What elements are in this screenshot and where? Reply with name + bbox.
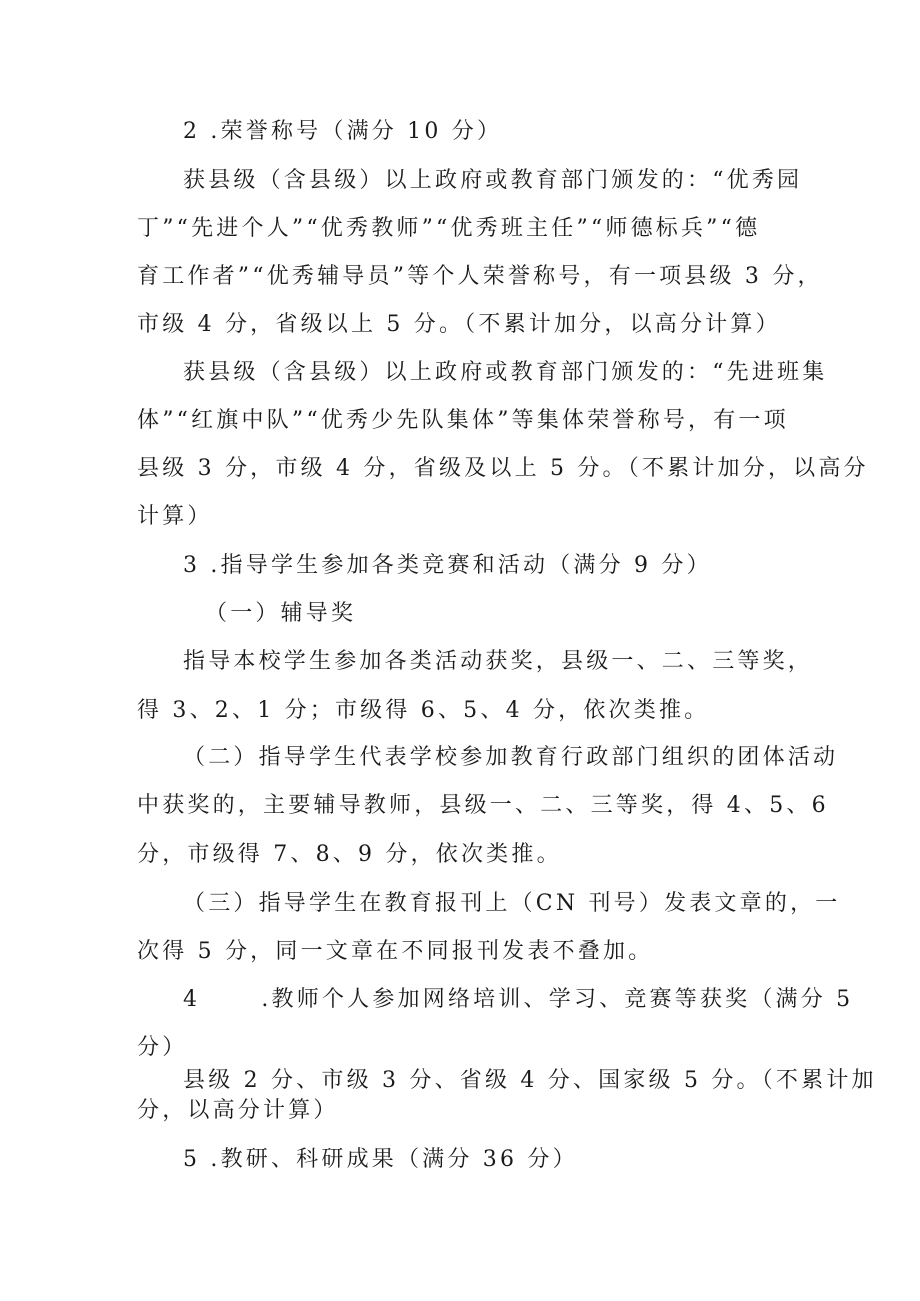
paragraph-line: 分，以高分计算） [137,1098,339,1123]
paragraph-line: 计算） [137,504,213,529]
paragraph-line: 育工作者”“优秀辅导员”等个人荣誉称号，有一项县级 3 分， [137,264,823,289]
paragraph-line: （二）指导学生代表学校参加教育行政部门组织的团体活动 [183,745,839,770]
paragraph-line: 获县级（含县级）以上政府或教育部门颁发的：“优秀园 [183,168,803,193]
paragraph-line: 指导本校学生参加各类活动获奖，县级一、二、三等奖， [183,649,814,674]
section-heading-guidance: 3 .指导学生参加各类竞赛和活动（满分 9 分） [183,553,712,578]
paragraph-line: 得 3、2、1 分；市级得 6、5、4 分，依次类推。 [137,698,710,723]
paragraph-line: 分） [137,1035,188,1060]
paragraph-line: （三）指导学生在教育报刊上（CN 刊号）发表文章的，一 [183,891,841,916]
subsection-heading: （一）辅导奖 [205,601,357,626]
paragraph-line: 县级 3 分，市级 4 分，省级及以上 5 分。（不累计加分，以高分 [137,456,869,481]
paragraph-line: 获县级（含县级）以上政府或教育部门颁发的：“先进班集 [183,360,828,385]
section-heading-honors: 2 .荣誉称号（满分 10 分） [183,119,503,144]
paragraph-line: 县级 2 分、市级 3 分、省级 4 分、国家级 5 分。（不累计加 [183,1068,877,1093]
section-heading-training: 4 .教师个人参加网络培训、学习、竞赛等获奖（满分 5 [183,987,854,1012]
paragraph-line: 分，市级得 7、8、9 分，依次类推。 [137,842,562,867]
paragraph-line: 次得 5 分，同一文章在不同报刊发表不叠加。 [137,939,654,964]
paragraph-line: 丁”“先进个人”“优秀教师”“优秀班主任”“师德标兵”“德 [137,216,761,241]
paragraph-line: 中获奖的，主要辅导教师，县级一、二、三等奖，得 4、5、6 [137,793,829,818]
paragraph-line: 体”“红旗中队”“优秀少先队集体”等集体荣誉称号，有一项 [137,408,789,433]
section-heading-research: 5 .教研、科研成果（满分 36 分） [183,1147,578,1172]
paragraph-line: 市级 4 分，省级以上 5 分。（不累计加分，以高分计算） [137,312,781,337]
